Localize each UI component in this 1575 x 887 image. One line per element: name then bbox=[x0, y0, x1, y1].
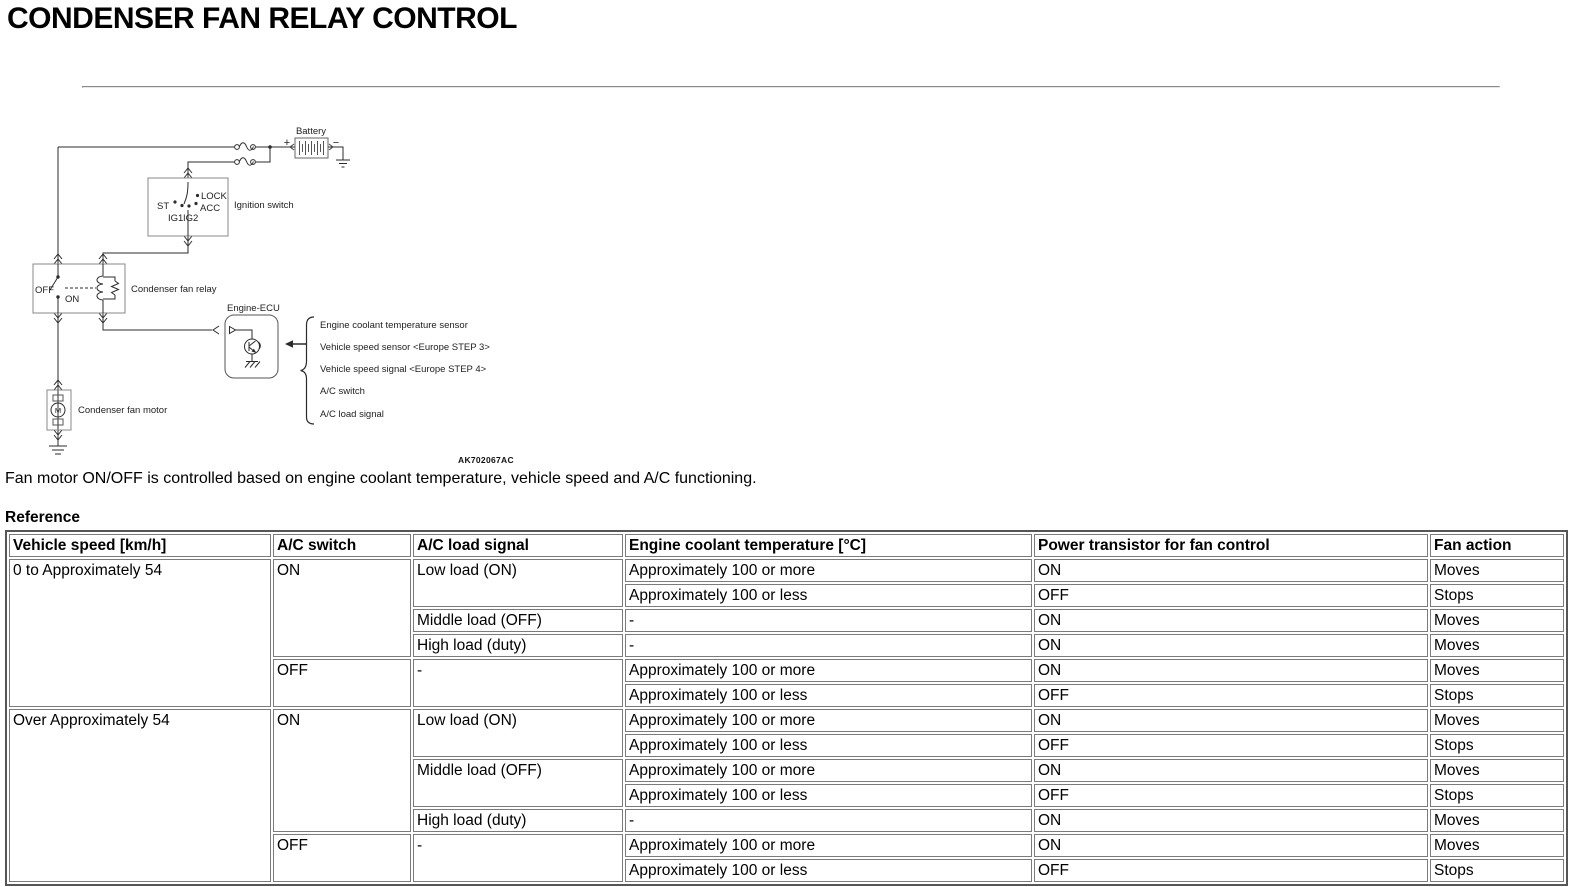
cell-coolant-temp: Approximately 100 or less bbox=[625, 859, 1032, 882]
motor-m-glyph: M bbox=[54, 406, 62, 415]
cell-transistor: ON bbox=[1034, 634, 1428, 657]
cell-transistor: ON bbox=[1034, 759, 1428, 782]
cell-transistor: OFF bbox=[1034, 684, 1428, 707]
relay-off-label: OFF bbox=[35, 285, 54, 296]
fan-relay-label: Condenser fan relay bbox=[131, 284, 217, 295]
input-brace bbox=[285, 317, 314, 424]
cell-ac-load: Low load (ON) bbox=[413, 709, 623, 757]
cell-ac-load: - bbox=[413, 659, 623, 707]
header-vehicle-speed: Vehicle speed [km/h] bbox=[9, 534, 271, 557]
ecu-input-ac-load: A/C load signal bbox=[320, 409, 384, 420]
cell-coolant-temp: Approximately 100 or more bbox=[625, 709, 1032, 732]
ecu-input-coolant-sensor: Engine coolant temperature sensor bbox=[320, 320, 468, 331]
battery-icon bbox=[290, 138, 350, 167]
cell-fan-action: Moves bbox=[1430, 809, 1564, 832]
engine-ecu-icon bbox=[213, 315, 278, 378]
cell-coolant-temp: - bbox=[625, 809, 1032, 832]
table-row bbox=[9, 559, 1564, 582]
ignition-ig2-label: IG2 bbox=[183, 213, 199, 224]
header-fan-action: Fan action bbox=[1430, 534, 1564, 557]
battery-plus-sign: + bbox=[283, 137, 291, 149]
cell-coolant-temp: Approximately 100 or more bbox=[625, 559, 1032, 582]
cell-transistor: ON bbox=[1034, 559, 1428, 582]
cell-transistor: OFF bbox=[1034, 584, 1428, 607]
header-coolant-temp: Engine coolant temperature [°C] bbox=[625, 534, 1032, 557]
fan-motor-label: Condenser fan motor bbox=[78, 405, 168, 416]
ecu-input-ac-switch: A/C switch bbox=[320, 386, 365, 397]
reference-heading: Reference bbox=[5, 509, 80, 526]
cell-coolant-temp: Approximately 100 or less bbox=[625, 784, 1032, 807]
ecu-input-speed-sensor: Vehicle speed sensor <Europe STEP 3> bbox=[320, 342, 490, 353]
reference-table bbox=[5, 530, 1568, 886]
cell-ac-load: Middle load (OFF) bbox=[413, 609, 623, 632]
cell-ac-switch: ON bbox=[273, 709, 411, 832]
header-ac-load-signal: A/C load signal bbox=[413, 534, 623, 557]
table-row bbox=[9, 709, 1564, 732]
cell-transistor: ON bbox=[1034, 834, 1428, 857]
cell-coolant-temp: Approximately 100 or less bbox=[625, 584, 1032, 607]
cell-ac-switch: OFF bbox=[273, 659, 411, 707]
cell-transistor: OFF bbox=[1034, 859, 1428, 882]
cell-ac-switch: OFF bbox=[273, 834, 411, 882]
cell-fan-action: Stops bbox=[1430, 584, 1564, 607]
ignition-switch-label: Ignition switch bbox=[234, 200, 294, 211]
page-title: CONDENSER FAN RELAY CONTROL bbox=[7, 2, 517, 35]
cell-transistor: ON bbox=[1034, 659, 1428, 682]
fan-motor-icon bbox=[47, 390, 71, 454]
cell-ac-load: High load (duty) bbox=[413, 809, 623, 832]
cell-coolant-temp: Approximately 100 or less bbox=[625, 734, 1032, 757]
cell-fan-action: Stops bbox=[1430, 684, 1564, 707]
relay-on-label: ON bbox=[65, 294, 80, 305]
cell-ac-load: Middle load (OFF) bbox=[413, 759, 623, 807]
cell-transistor: ON bbox=[1034, 809, 1428, 832]
cell-vehicle-speed: 0 to Approximately 54 bbox=[9, 559, 271, 707]
cell-fan-action: Moves bbox=[1430, 709, 1564, 732]
wiring-diagram bbox=[0, 118, 540, 470]
cell-coolant-temp: Approximately 100 or more bbox=[625, 759, 1032, 782]
cell-ac-load: High load (duty) bbox=[413, 634, 623, 657]
cell-coolant-temp: Approximately 100 or more bbox=[625, 659, 1032, 682]
cell-coolant-temp: - bbox=[625, 634, 1032, 657]
header-ac-switch: A/C switch bbox=[273, 534, 411, 557]
cell-fan-action: Stops bbox=[1430, 784, 1564, 807]
cell-vehicle-speed: Over Approximately 54 bbox=[9, 709, 271, 882]
cell-fan-action: Moves bbox=[1430, 759, 1564, 782]
arrow-left-icon bbox=[285, 340, 293, 348]
horizontal-rule bbox=[82, 86, 1500, 88]
cell-ac-switch: ON bbox=[273, 559, 411, 657]
ignition-lock-label: LOCK bbox=[201, 191, 227, 202]
ignition-acc-label: ACC bbox=[200, 203, 221, 214]
cell-coolant-temp: - bbox=[625, 609, 1032, 632]
ignition-st-label: ST bbox=[157, 201, 170, 212]
cell-fan-action: Moves bbox=[1430, 834, 1564, 857]
battery-label: Battery bbox=[295, 126, 327, 137]
cell-ac-load: Low load (ON) bbox=[413, 559, 623, 607]
ecu-input-speed-signal: Vehicle speed signal <Europe STEP 4> bbox=[320, 364, 487, 375]
cell-transistor: OFF bbox=[1034, 734, 1428, 757]
cell-fan-action: Moves bbox=[1430, 659, 1564, 682]
cell-fan-action: Moves bbox=[1430, 559, 1564, 582]
header-power-transistor: Power transistor for fan control bbox=[1034, 534, 1428, 557]
cell-transistor: OFF bbox=[1034, 784, 1428, 807]
cell-transistor: ON bbox=[1034, 709, 1428, 732]
table-header-row bbox=[9, 534, 1564, 557]
engine-ecu-label: Engine-ECU bbox=[227, 303, 280, 314]
cell-fan-action: Stops bbox=[1430, 859, 1564, 882]
cell-fan-action: Stops bbox=[1430, 734, 1564, 757]
cell-fan-action: Moves bbox=[1430, 634, 1564, 657]
cell-coolant-temp: Approximately 100 or less bbox=[625, 684, 1032, 707]
intro-text: Fan motor ON/OFF is controlled based on engine coolant temperature, vehicle speed and A/C functioning. bbox=[5, 470, 757, 487]
cell-ac-load: - bbox=[413, 834, 623, 882]
cell-coolant-temp: Approximately 100 or more bbox=[625, 834, 1032, 857]
cell-fan-action: Moves bbox=[1430, 609, 1564, 632]
ignition-ig1-label: IG1 bbox=[168, 213, 184, 224]
figure-code: AK702067AC bbox=[458, 455, 514, 465]
cell-transistor: ON bbox=[1034, 609, 1428, 632]
battery-minus-sign: − bbox=[332, 137, 340, 149]
